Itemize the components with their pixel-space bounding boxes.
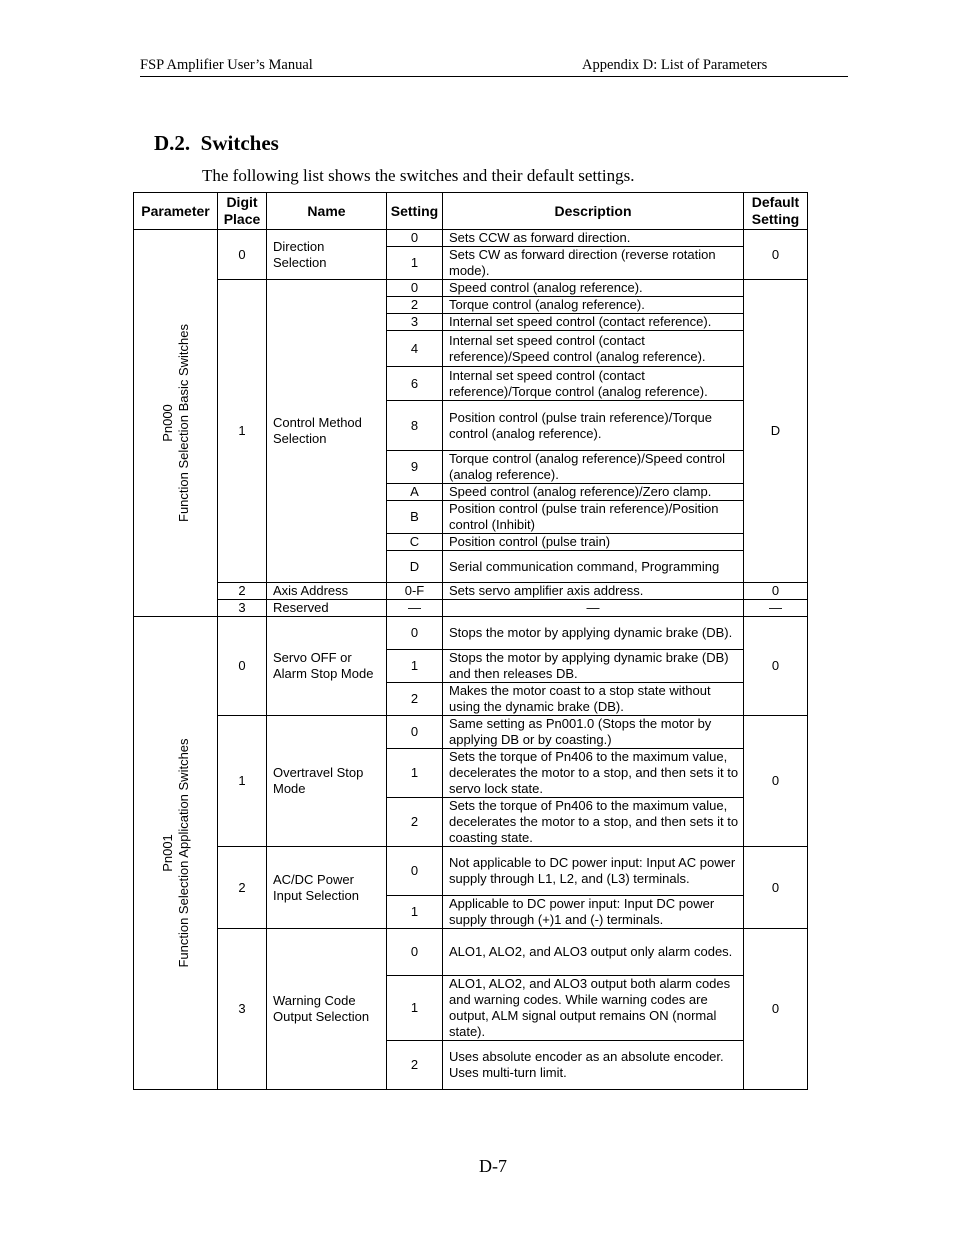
description-cell: Speed control (analog reference)/Zero clamp. <box>443 484 744 501</box>
param-code: Pn001 <box>159 834 175 872</box>
name-cell: Axis Address <box>267 583 387 600</box>
setting-cell: C <box>387 534 443 551</box>
setting-cell: 6 <box>387 367 443 401</box>
setting-cell: 9 <box>387 451 443 484</box>
setting-cell: 2 <box>387 683 443 716</box>
page-number: D-7 <box>479 1156 507 1176</box>
setting-cell: 0 <box>387 230 443 247</box>
setting-cell: 0 <box>387 617 443 650</box>
setting-cell: 1 <box>387 247 443 280</box>
param-title: Function Selection Basic Switches <box>175 324 191 522</box>
table-row <box>134 600 808 617</box>
setting-cell: 2 <box>387 798 443 847</box>
table-row <box>134 617 808 650</box>
description-cell: Not applicable to DC power input: Input AC power supply through L1, L2, and (L3) terminals. <box>443 847 744 896</box>
description-cell: ALO1, ALO2, and ALO3 output both alarm codes and warning codes. While warning codes are output, ALM signal output remains ON (normal state). <box>443 976 744 1041</box>
setting-cell: 0 <box>387 847 443 896</box>
setting-cell: 0-F <box>387 583 443 600</box>
digit-cell: 2 <box>218 847 267 929</box>
setting-cell: 2 <box>387 1041 443 1090</box>
name-cell: Direction Selection <box>267 230 387 280</box>
description-cell: Serial communication command, Programming <box>443 551 744 583</box>
default-cell: D <box>744 280 808 583</box>
setting-cell: 2 <box>387 297 443 314</box>
default-cell: — <box>744 600 808 617</box>
setting-cell: 4 <box>387 331 443 367</box>
description-cell: Makes the motor coast to a stop state without using the dynamic brake (DB). <box>443 683 744 716</box>
col-header-parameter: Parameter <box>134 193 218 230</box>
setting-cell: 8 <box>387 401 443 451</box>
name-cell: Warning Code Output Selection <box>267 929 387 1090</box>
digit-cell: 3 <box>218 600 267 617</box>
default-cell: 0 <box>744 230 808 280</box>
header-manual-title: FSP Amplifier User’s Manual <box>140 57 313 73</box>
digit-cell: 0 <box>218 617 267 716</box>
description-cell: ALO1, ALO2, and ALO3 output only alarm codes. <box>443 929 744 976</box>
description-line: Uses absolute encoder as an absolute encoder. <box>449 1049 724 1064</box>
col-header-description: Description <box>443 193 744 230</box>
description-cell: Speed control (analog reference). <box>443 280 744 297</box>
description-cell: Position control (pulse train) <box>443 534 744 551</box>
table-row <box>134 583 808 600</box>
setting-cell: 0 <box>387 716 443 749</box>
description-cell: Position control (pulse train reference)/Torque control (analog reference). <box>443 401 744 451</box>
digit-cell: 1 <box>218 280 267 583</box>
description-cell: Same setting as Pn001.0 (Stops the motor by applying DB or by coasting.) <box>443 716 744 749</box>
description-cell: Stops the motor by applying dynamic brake (DB) and then releases DB. <box>443 650 744 683</box>
col-header-digit-place: Digit Place <box>218 193 267 230</box>
param-code: Pn000 <box>159 404 175 442</box>
description-cell: — <box>443 600 744 617</box>
table-header-row <box>134 193 808 230</box>
digit-cell: 3 <box>218 929 267 1090</box>
page-header <box>140 56 848 77</box>
description-cell: Sets servo amplifier axis address. <box>443 583 744 600</box>
table-row <box>134 280 808 297</box>
setting-cell: 1 <box>387 896 443 929</box>
default-cell: 0 <box>744 617 808 716</box>
table-row <box>134 716 808 749</box>
name-cell: AC/DC Power Input Selection <box>267 847 387 929</box>
section-title: D.2. Switches <box>154 131 279 155</box>
description-cell: Sets CW as forward direction (reverse rotation mode). <box>443 247 744 280</box>
description-line: Uses multi-turn limit. <box>449 1065 567 1080</box>
table-row <box>134 847 808 896</box>
description-cell <box>443 1041 744 1090</box>
setting-cell: A <box>387 484 443 501</box>
digit-cell: 0 <box>218 230 267 280</box>
setting-cell: 3 <box>387 314 443 331</box>
description-cell: Internal set speed control (contact reference). <box>443 314 744 331</box>
description-cell: Internal set speed control (contact reference)/Torque control (analog reference). <box>443 367 744 401</box>
description-cell: Torque control (analog reference)/Speed control (analog reference). <box>443 451 744 484</box>
description-cell: Stops the motor by applying dynamic brake (DB). <box>443 617 744 650</box>
description-cell: Sets the torque of Pn406 to the maximum value, decelerates the motor to a stop, and then sets it to servo lock state. <box>443 749 744 798</box>
default-cell: 0 <box>744 716 808 847</box>
param-cell-pn000 <box>134 230 218 617</box>
description-cell: Applicable to DC power input: Input DC power supply through (+)1 and (-) terminals. <box>443 896 744 929</box>
switches-table <box>133 192 808 1090</box>
col-header-name: Name <box>267 193 387 230</box>
setting-cell: 0 <box>387 280 443 297</box>
table-row <box>134 929 808 976</box>
digit-cell: 1 <box>218 716 267 847</box>
default-cell: 0 <box>744 847 808 929</box>
header-appendix-title: Appendix D: List of Parameters <box>582 57 768 73</box>
setting-cell: 1 <box>387 976 443 1041</box>
name-cell: Servo OFF or Alarm Stop Mode <box>267 617 387 716</box>
setting-cell: B <box>387 501 443 534</box>
setting-cell: D <box>387 551 443 583</box>
description-cell: Torque control (analog reference). <box>443 297 744 314</box>
setting-cell: 1 <box>387 749 443 798</box>
param-cell-pn001 <box>134 617 218 1090</box>
name-cell: Reserved <box>267 600 387 617</box>
default-cell: 0 <box>744 583 808 600</box>
col-header-setting: Setting <box>387 193 443 230</box>
name-cell: Control Method Selection <box>267 280 387 583</box>
setting-cell: 0 <box>387 929 443 976</box>
setting-cell: 1 <box>387 650 443 683</box>
description-cell: Internal set speed control (contact reference)/Speed control (analog reference). <box>443 331 744 367</box>
description-cell: Sets CCW as forward direction. <box>443 230 744 247</box>
name-cell: Overtravel Stop Mode <box>267 716 387 847</box>
setting-cell: — <box>387 600 443 617</box>
table-row <box>134 230 808 247</box>
section-intro: The following list shows the switches and their default settings. <box>202 166 635 185</box>
description-cell: Sets the torque of Pn406 to the maximum value, decelerates the motor to a stop, and then sets it to coasting state. <box>443 798 744 847</box>
param-title: Function Selection Application Switches <box>175 738 191 968</box>
col-header-default-setting: Default Setting <box>744 193 808 230</box>
description-cell: Position control (pulse train reference)/Position control (Inhibit) <box>443 501 744 534</box>
default-cell: 0 <box>744 929 808 1090</box>
digit-cell: 2 <box>218 583 267 600</box>
